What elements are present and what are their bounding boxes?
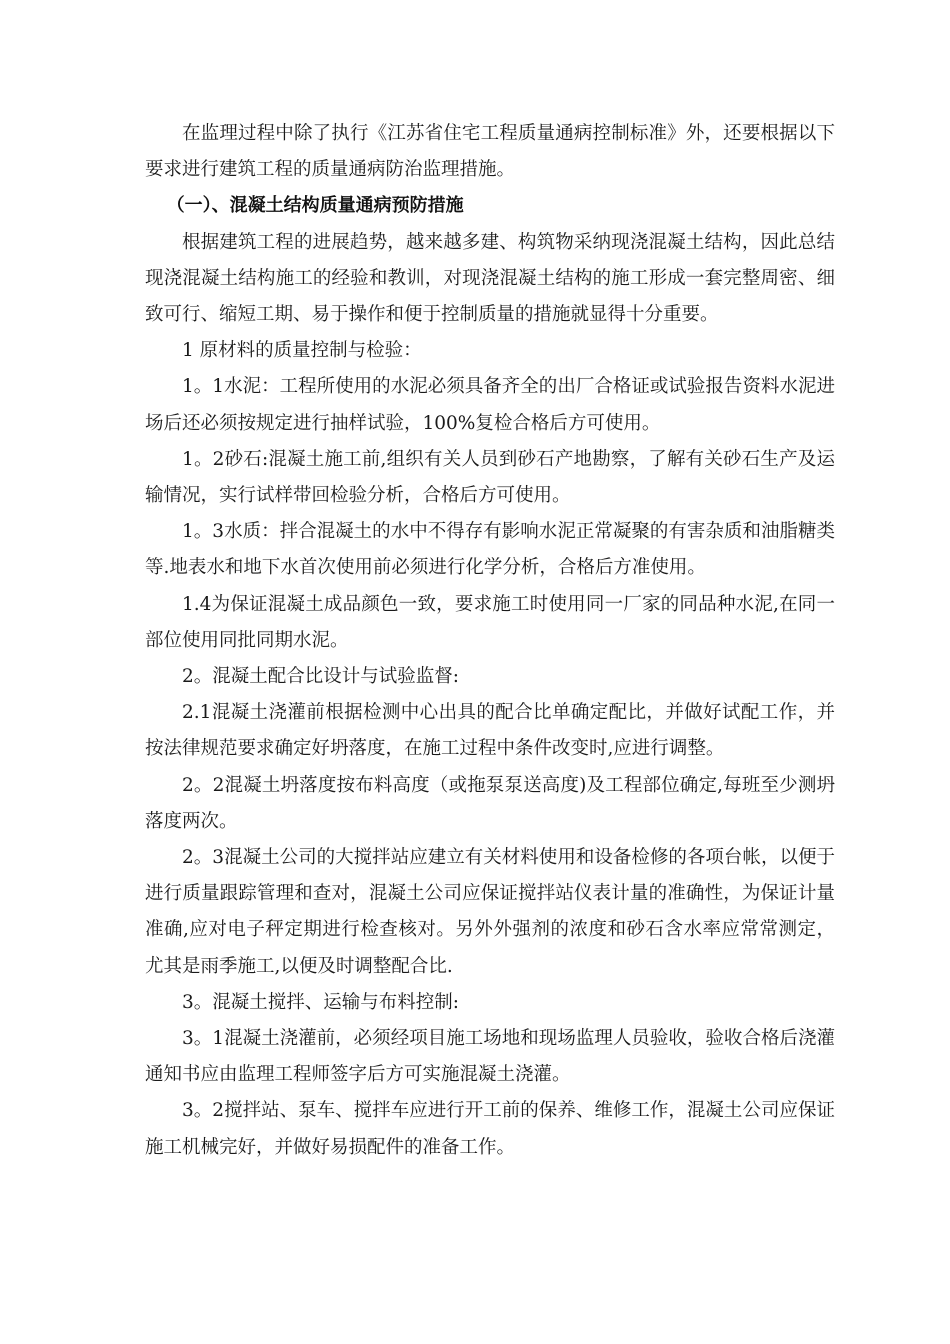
subheading-mixing-transport: 3。混凝土搅拌、运输与布料控制: <box>182 991 460 1013</box>
paragraph-water-quality: 1。3水质：拌合混凝土的水中不得存有影响水泥正常凝聚的有害杂质和油脂糖类等.地表水和地下水首次使用前必须进行化学分析，合格后方准使用。 <box>145 521 835 579</box>
paragraph-slump: 2。2混凝土坍落度按布料高度（或拖泵泵送高度)及工程部位确定,每班至少测坍落度两次。 <box>145 774 835 832</box>
section-heading: （一）、混凝土结构质量通病预防措施 <box>166 195 464 217</box>
paragraph-pouring-approval: 3。1混凝土浇灌前，必须经项目施工场地和现场监理人员验收，验收合格后浇灌通知书应由监理工程师签字后方可实施混凝土浇灌。 <box>145 1028 835 1086</box>
document-body <box>145 116 835 1166</box>
intro-paragraph: 在监理过程中除了执行《江苏省住宅工程质量通病控制标准》外，还要根据以下要求进行建筑工程的质量通病防治监理措施。 <box>145 123 835 181</box>
paragraph-cement-consistency: 1.4为保证混凝土成品颜色一致，要求施工时使用同一厂家的同品种水泥,在同一部位使用同批同期水泥。 <box>145 593 835 651</box>
subheading-raw-materials: 1 原材料的质量控制与检验： <box>182 340 422 362</box>
paragraph-mixing-station: 2。3混凝土公司的大搅拌站应建立有关材料使用和设备检修的各项台帐，以便于进行质量跟踪管理和查对，混凝土公司应保证搅拌站仪表计量的准确性，为保证计量准确,应对电子秤定期进行检查核对。另外外强剂的浓度和砂石含水率应常常测定，尤其是雨季施工,以便及时调整配合比. <box>145 847 835 977</box>
paragraph-sand-stone: 1。2砂石:混凝土施工前,组织有关人员到砂石产地勘察，了解有关砂石生产及运输情况，实行试样带回检验分析，合格后方可使用。 <box>145 448 835 507</box>
paragraph-equipment-maintenance: 3。2搅拌站、泵车、搅拌车应进行开工前的保养、维修工作，混凝土公司应保证施工机械完好，并做好易损配件的准备工作。 <box>145 1100 835 1158</box>
subheading-mix-design: 2。混凝土配合比设计与试验监督: <box>182 666 460 688</box>
paragraph-cement: 1。1水泥：工程所使用的水泥必须具备齐全的出厂合格证或试验报告资料水泥进场后还必须按规定进行抽样试验，100%复检合格后方可使用。 <box>145 376 835 434</box>
paragraph-mix-ratio: 2.1混凝土浇灌前根据检测中心出具的配合比单确定配比，并做好试配工作，并按法律规范要求确定好坍落度，在施工过程中条件改变时,应进行调整。 <box>145 702 835 760</box>
section-intro-paragraph: 根据建筑工程的进展趋势，越来越多建、构筑物采纳现浇混凝土结构，因此总结现浇混凝土结构施工的经验和教训，对现浇混凝土结构的施工形成一套完整周密、细致可行、缩短工期、易于操作和便于控制质量的措施就显得十分重要。 <box>145 231 835 326</box>
